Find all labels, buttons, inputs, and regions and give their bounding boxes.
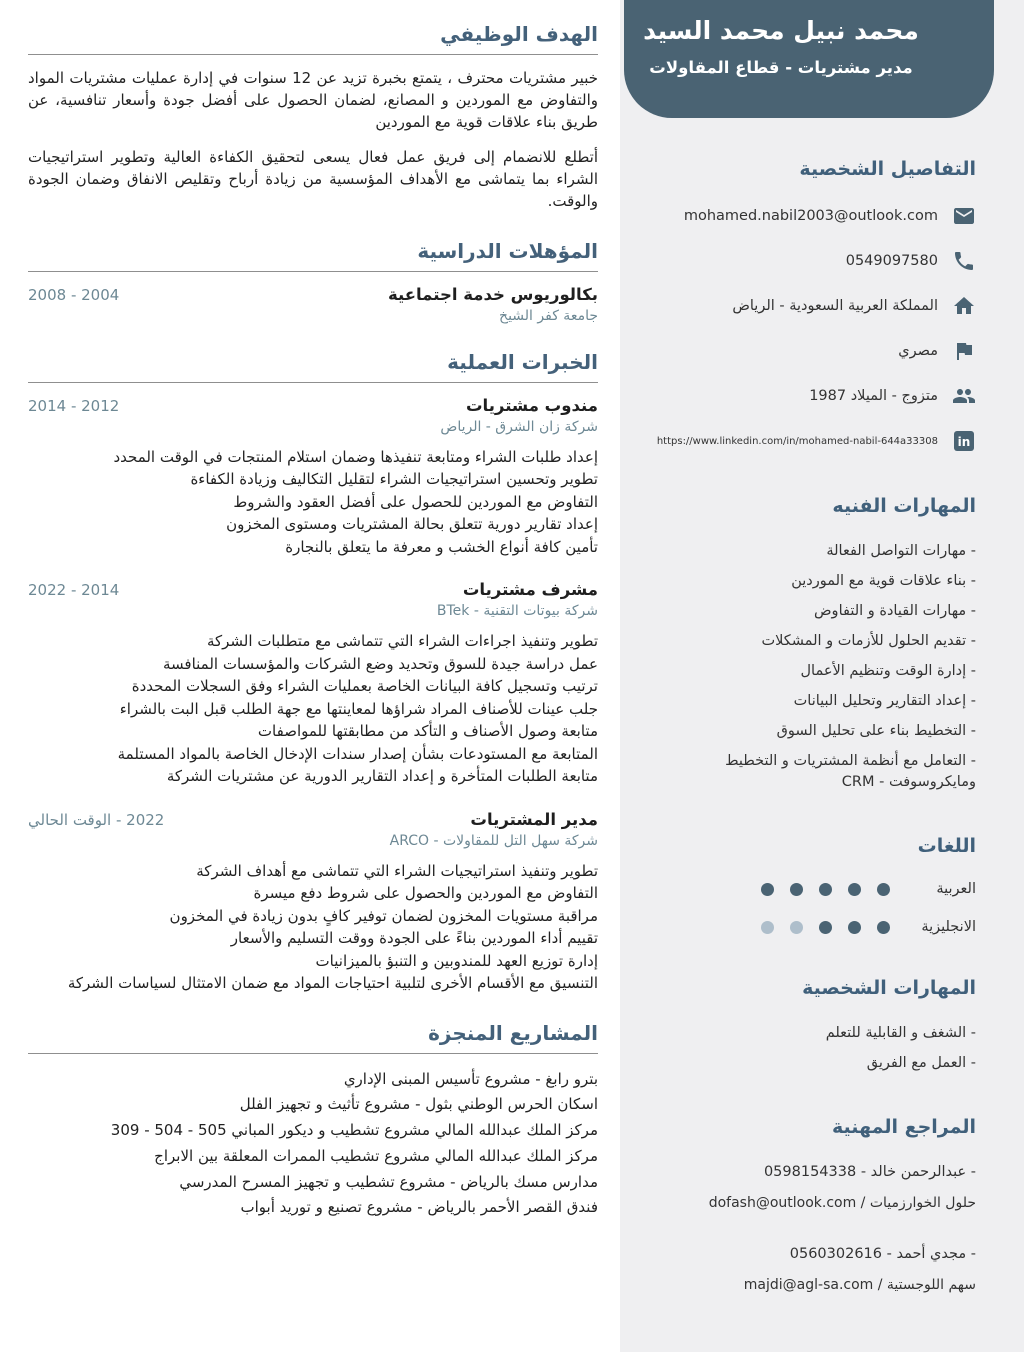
job-title: مدير المشتريات xyxy=(470,809,598,829)
experience-entry xyxy=(28,580,598,788)
projects-list xyxy=(28,1067,598,1222)
section-divider xyxy=(28,382,598,383)
job-dates: 2022 - الوقت الحالي xyxy=(28,810,165,829)
job-duty-line: إعداد تقارير دورية تتعلق بحالة المشتريات ومستوى المخزون xyxy=(226,515,598,533)
education-section xyxy=(28,239,598,324)
experience-heading: الخبرات العملية xyxy=(447,349,598,374)
email-row xyxy=(646,204,976,228)
job-duties xyxy=(28,446,598,559)
marital-status-value: متزوج - الميلاد 1987 xyxy=(809,387,938,404)
company-name: شركة زان الشرق - الرياض xyxy=(440,418,598,435)
project-line: اسكان الحرس الوطني بثول - مشروع تأثيث و تجهيز الفلل xyxy=(239,1095,598,1114)
job-duty-line: جلب عينات للأصناف المراد شراؤها لمعاينتها مع جهة الطلب قبل البت بالشراء xyxy=(119,699,598,718)
job-duty-line: التفاوض مع الموردين والحصول على شروط دفع ميسرة xyxy=(253,884,598,902)
email-value[interactable]: mohamed.nabil2003@outlook.com xyxy=(683,207,938,224)
experience-entry xyxy=(28,396,598,559)
objective-heading: الهدف الوظيفي xyxy=(440,22,598,46)
flag-icon xyxy=(952,339,976,363)
job-title: مشرف مشتريات xyxy=(462,580,598,599)
dot-filled xyxy=(848,883,861,896)
projects-heading: المشاريع المنجزة xyxy=(428,1020,598,1045)
dot-filled xyxy=(819,921,832,934)
dot-empty xyxy=(790,921,803,934)
objective-paragraph: خبير مشتريات محترف ، يتمتع بخبرة تزيد عن 12 سنوات في إدارة عمليات مشتريات المواد والتفاوض مع الموردين و المصانع، لضمان الحصول على أفضل جودة وأسعار تنافسية، عن طريق بناء علاقات قوية مع الموردين xyxy=(28,69,598,131)
svg-text:in: in xyxy=(957,435,971,449)
job-duty-line: ترتيب وتسجيل كافة البيانات الخاصة بعمليات الشراء وفق السجلات المحددة xyxy=(131,677,598,695)
proficiency-dots xyxy=(761,883,890,896)
experience-entry-head xyxy=(28,580,598,599)
job-duty-line: التفاوض مع الموردين للحصول على أفضل العقود والشروط xyxy=(233,492,598,511)
job-duty-line: تطوير وتنفيذ اجراءات الشراء التي تتماشى مع متطلبات الشركة xyxy=(206,632,598,650)
sidebar-content xyxy=(620,118,1024,1296)
job-duty-line: إدارة توزيع العهد للمندوبين و التنبؤ بالميزانيات xyxy=(315,951,598,970)
dot-filled xyxy=(790,883,803,896)
job-duty-line: تطوير وتحسين استراتيجيات الشراء لتقليل التكاليف وزيادة الكفاءة xyxy=(190,470,598,488)
skill-item: - مهارات القيادة و التفاوض xyxy=(814,603,976,620)
languages-heading: اللغات xyxy=(917,835,976,858)
location-value: المملكة العربية السعودية - الرياض xyxy=(732,297,938,314)
dot-filled xyxy=(819,883,832,896)
linkedin-row xyxy=(646,429,976,453)
job-title: مندوب مشتريات xyxy=(465,395,598,415)
job-dates: 2014 - 2022 xyxy=(28,581,120,599)
sidebar xyxy=(620,0,1024,1352)
project-line: بترو رابغ - مشروع تأسيس المبنى الإداري xyxy=(343,1069,598,1088)
reference-name-phone: - عبدالرحمن خالد - 0598154338 xyxy=(763,1164,976,1181)
job-duty-line: مراقبة مستويات المخزون لضمان توفير كافٍ بدون زيادة في المخزون xyxy=(169,906,598,925)
language-label: الانجليزية xyxy=(921,919,976,936)
company-name: شركة بيوتات التقنية - BTek xyxy=(436,603,598,619)
job-duty-line: متابعة وصول الأصناف و التأكد من مطابقتها للمواصفات xyxy=(257,722,598,740)
family-icon xyxy=(952,384,976,408)
reference-item xyxy=(646,1162,976,1214)
objective-section xyxy=(28,22,598,213)
job-duties xyxy=(28,630,598,788)
phone-value: 0549097580 xyxy=(845,252,938,269)
school-name: جامعة كفر الشيخ xyxy=(499,307,598,324)
section-divider xyxy=(28,1053,598,1054)
personal-skills-list xyxy=(646,1023,976,1074)
section-divider xyxy=(28,54,598,55)
experience-section xyxy=(28,350,598,995)
phone-row xyxy=(646,249,976,273)
job-duty-line: متابعة الطلبات المتأخرة و إعداد التقارير الدورية عن مشتريات الشركة xyxy=(166,767,598,785)
skill-item: - إعداد التقارير وتحليل البيانات xyxy=(793,693,976,710)
languages-section xyxy=(646,835,976,935)
skill-item: - تقديم الحلول للأزمات و المشكلات xyxy=(761,633,976,650)
education-heading: المؤهلات الدراسية xyxy=(417,238,598,263)
skill-item: - بناء علاقات قوية مع الموردين xyxy=(791,573,976,590)
experience-entry-head xyxy=(28,396,598,415)
experience-entry xyxy=(28,810,598,995)
skill-item: - إدارة الوقت وتنظيم الأعمال xyxy=(800,663,976,680)
personal-details-heading: التفاصيل الشخصية xyxy=(799,158,976,180)
location-row xyxy=(646,294,976,318)
dot-filled xyxy=(877,921,890,934)
reference-org-email: حلول الخوارزميات / dofash@outlook.com xyxy=(708,1195,976,1212)
objective-paragraph: أتطلع للانضمام إلى فريق عمل فعال يسعى لتحقيق الكفاءة العالية وتطوير استراتيجيات الشراء بما يتماشى مع الأهداف المؤسسية من زيادة أرباح وتقليص الانفاق وضمان الجودة والوقت. xyxy=(28,148,598,210)
technical-skills-heading: المهارات الفنيه xyxy=(832,495,976,517)
linkedin-url[interactable]: https://www.linkedin.com/in/mohamed-nabil-644a33308 xyxy=(656,435,938,447)
job-duty-line: التنسيق مع الأقسام الأخرى لتلبية احتياجات المواد مع ضمان الامتثال لسياسات الشركة xyxy=(67,974,598,992)
references-section xyxy=(646,1116,976,1296)
marital-status-row xyxy=(646,384,976,408)
candidate-job-title: مدير مشتريات - قطاع المقاولات xyxy=(649,58,913,77)
language-label: العربية xyxy=(936,881,976,898)
skill-item: - التخطيط بناء على تحليل السوق xyxy=(776,723,976,740)
project-line: مدارس مسك بالرياض - مشروع تشطيب و تجهيز المسرح المدرسي xyxy=(179,1172,598,1191)
technical-skills-list xyxy=(646,541,976,793)
job-duties xyxy=(28,860,598,995)
company-name: شركة سهل التل للمقاولات - ARCO xyxy=(389,832,598,849)
project-line: فندق القصر الأحمر بالرياض - مشروع تصنيع و توريد أبواب xyxy=(240,1198,598,1217)
projects-section xyxy=(28,1021,598,1222)
education-entry xyxy=(28,285,598,324)
job-duty-line: عمل دراسة جيدة للسوق وتحديد وضع الشركات والمؤسسات المنافسة xyxy=(162,654,598,673)
linkedin-icon xyxy=(952,429,976,453)
personal-skills-section xyxy=(646,977,976,1074)
references-list xyxy=(646,1162,976,1296)
nationality-value: مصري xyxy=(898,342,938,359)
language-row xyxy=(646,881,976,897)
reference-item xyxy=(646,1244,976,1296)
degree-title: بكالوريوس خدمة اجتماعية xyxy=(387,284,598,304)
technical-skills-section xyxy=(646,495,976,793)
skill-item: - مهارات التواصل الفعالة xyxy=(826,543,976,559)
personal-details-section xyxy=(646,158,976,453)
project-line: مركز الملك عبدالله المالي مشروع تشطيب الممرات المعلقة بين الابراج xyxy=(154,1146,598,1165)
education-entry-head xyxy=(28,285,598,304)
job-duty-line: تقييم أداء الموردين بناءً على الجودة ووقت التسليم والأسعار xyxy=(230,929,598,947)
dot-empty xyxy=(761,921,774,934)
dot-filled xyxy=(848,921,861,934)
job-dates: 2012 - 2014 xyxy=(28,396,120,415)
candidate-name: محمد نبيل محمد السيد xyxy=(643,16,919,45)
education-dates: 2004 - 2008 xyxy=(28,285,120,304)
personal-skill-item: - الشغف و القابلية للتعلم xyxy=(825,1025,976,1042)
references-heading: المراجع المهنية xyxy=(832,1116,976,1139)
dot-filled xyxy=(877,883,890,896)
job-duty-line: تطوير وتنفيذ استراتيجيات الشراء التي تتماشى مع أهداف الشركة xyxy=(196,861,598,880)
reference-org-email: سهم اللوجستية / majdi@agl-sa.com xyxy=(743,1277,976,1294)
envelope-icon xyxy=(952,204,976,228)
experience-entry-head xyxy=(28,810,598,829)
section-divider xyxy=(28,271,598,272)
header-banner xyxy=(624,0,994,118)
reference-name-phone: - مجدي أحمد - 0560302616 xyxy=(789,1246,976,1263)
personal-skills-heading: المهارات الشخصية xyxy=(802,977,976,1000)
job-duty-line: تأمين كافة أنواع الخشب و معرفة ما يتعلق بالنجارة xyxy=(285,537,598,556)
phone-icon xyxy=(952,249,976,273)
job-duty-line: إعداد طلبات الشراء ومتابعة تنفيذها وضمان استلام المنتجات في الوقت المحدد xyxy=(113,447,598,466)
home-icon xyxy=(952,294,976,318)
job-duty-line: المتابعة مع المستودعات بشأن إصدار سندات الإدخال الخاصة بالمواد المستلمة xyxy=(117,744,598,763)
proficiency-dots xyxy=(761,921,890,934)
skill-item: - التعامل مع أنظمة المشتريات و التخطيط ومايكروسوفت - CRM xyxy=(725,753,976,791)
languages-list xyxy=(646,881,976,935)
project-line: مركز الملك عبدالله المالي مشروع تشطيب و ديكور المباني 505 - 504 - 309 xyxy=(110,1121,598,1140)
nationality-row xyxy=(646,339,976,363)
dot-filled xyxy=(761,883,774,896)
personal-skill-item: - العمل مع الفريق xyxy=(866,1055,976,1072)
language-row xyxy=(646,919,976,935)
